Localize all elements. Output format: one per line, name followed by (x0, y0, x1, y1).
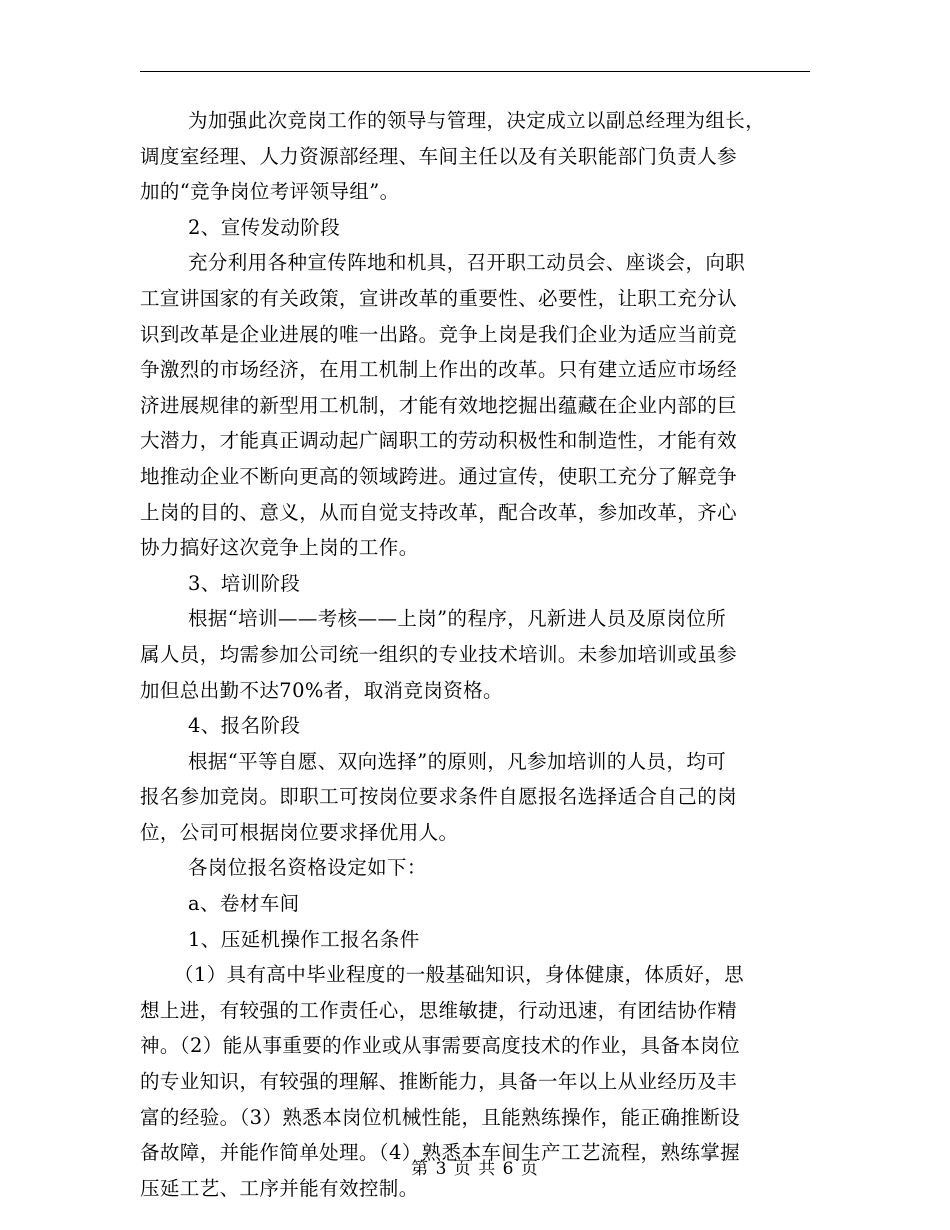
text-line: 为加强此次竞岗工作的领导与管理，决定成立以副总经理为组长， (188, 109, 766, 132)
text-line: 识到改革是企业进展的唯一出路。竞争上岗是我们企业为适应当前竞 (140, 322, 738, 346)
text-line: 上岗的目的、意义，从而自觉支持改革，配合改革，参加改革，齐心 (140, 500, 738, 524)
text-line: 加的“竞争岗位考评领导组”。 (140, 180, 400, 204)
text-line: （1）具有高中毕业程度的一般基础知识，身体健康，体质好，思 (174, 963, 745, 987)
text-line: 大潜力，才能真正调动起广阔职工的劳动积极性和制造性，才能有效 (140, 429, 738, 453)
text-line: 位，公司可根据岗位要求择优用人。 (140, 820, 459, 844)
text-line: 属人员，均需参加公司统一组织的专业技术培训。未参加培训或虽参 (140, 642, 738, 666)
text-line: 根据“平等自愿、双向选择”的原则，凡参加培训的人员，均可 (188, 749, 727, 773)
section-heading: a、卷材车间 (188, 892, 300, 916)
text-line: 各岗位报名资格设定如下： (188, 856, 427, 880)
text-line: 协力搞好这次竞争上岗的工作。 (140, 536, 419, 560)
text-line: 报名参加竞岗。即职工可按岗位要求条件自愿报名选择适合自己的岗 (140, 785, 738, 809)
text-line: 工宣讲国家的有关政策，宣讲改革的重要性、必要性，让职工充分认 (140, 286, 738, 310)
section-heading: 3、培训阶段 (188, 571, 301, 595)
section-heading: 1、压延机操作工报名条件 (188, 927, 420, 951)
text-line: 的专业知识，有较强的理解、推断能力，具备一年以上从业经历及丰 (140, 1070, 738, 1094)
section-heading: 4、报名阶段 (188, 714, 301, 738)
page-footer: 第 3 页 共 6 页 (411, 1159, 539, 1179)
text-line: 想上进，有较强的工作责任心，思维敏捷，行动迅速，有团结协作精 (140, 998, 738, 1022)
text-line: 充分利用各种宣传阵地和机具，召开职工动员会、座谈会，向职 (188, 251, 746, 275)
text-line: 加但总出勤不达70%者，取消竞岗资格。 (140, 678, 503, 702)
text-line: 济进展规律的新型用工机制，才能有效地挖掘出蕴藏在企业内部的巨 (140, 393, 738, 417)
text-line: 富的经验。（3）熟悉本岗位机械性能，且能熟练操作，能正确推断设 (140, 1105, 741, 1129)
text-line: 神。（2）能从事重要的作业或从事需要高度技术的作业，具备本岗位 (140, 1034, 741, 1058)
header-rule (140, 71, 810, 72)
text-line: 争激烈的市场经济，在用工机制上作出的改革。只有建立适应市场经 (140, 358, 738, 382)
text-line: 根据“培训——考核——上岗”的程序，凡新进人员及原岗位所 (188, 607, 727, 631)
text-line: 压延工艺、工序并能有效控制。 (140, 1176, 419, 1200)
text-line: 调度室经理、人力资源部经理、车间主任以及有关职能部门负责人参 (140, 144, 738, 168)
section-heading: 2、宣传发动阶段 (188, 215, 341, 239)
text-line: 备故障，并能作简单处理。（4）熟悉本车间生产工艺流程，熟练掌握 (140, 1141, 741, 1165)
document-body (140, 103, 808, 1206)
text-line: 地推动企业不断向更高的领域跨进。通过宣传，使职工充分了解竞争 (140, 464, 738, 488)
